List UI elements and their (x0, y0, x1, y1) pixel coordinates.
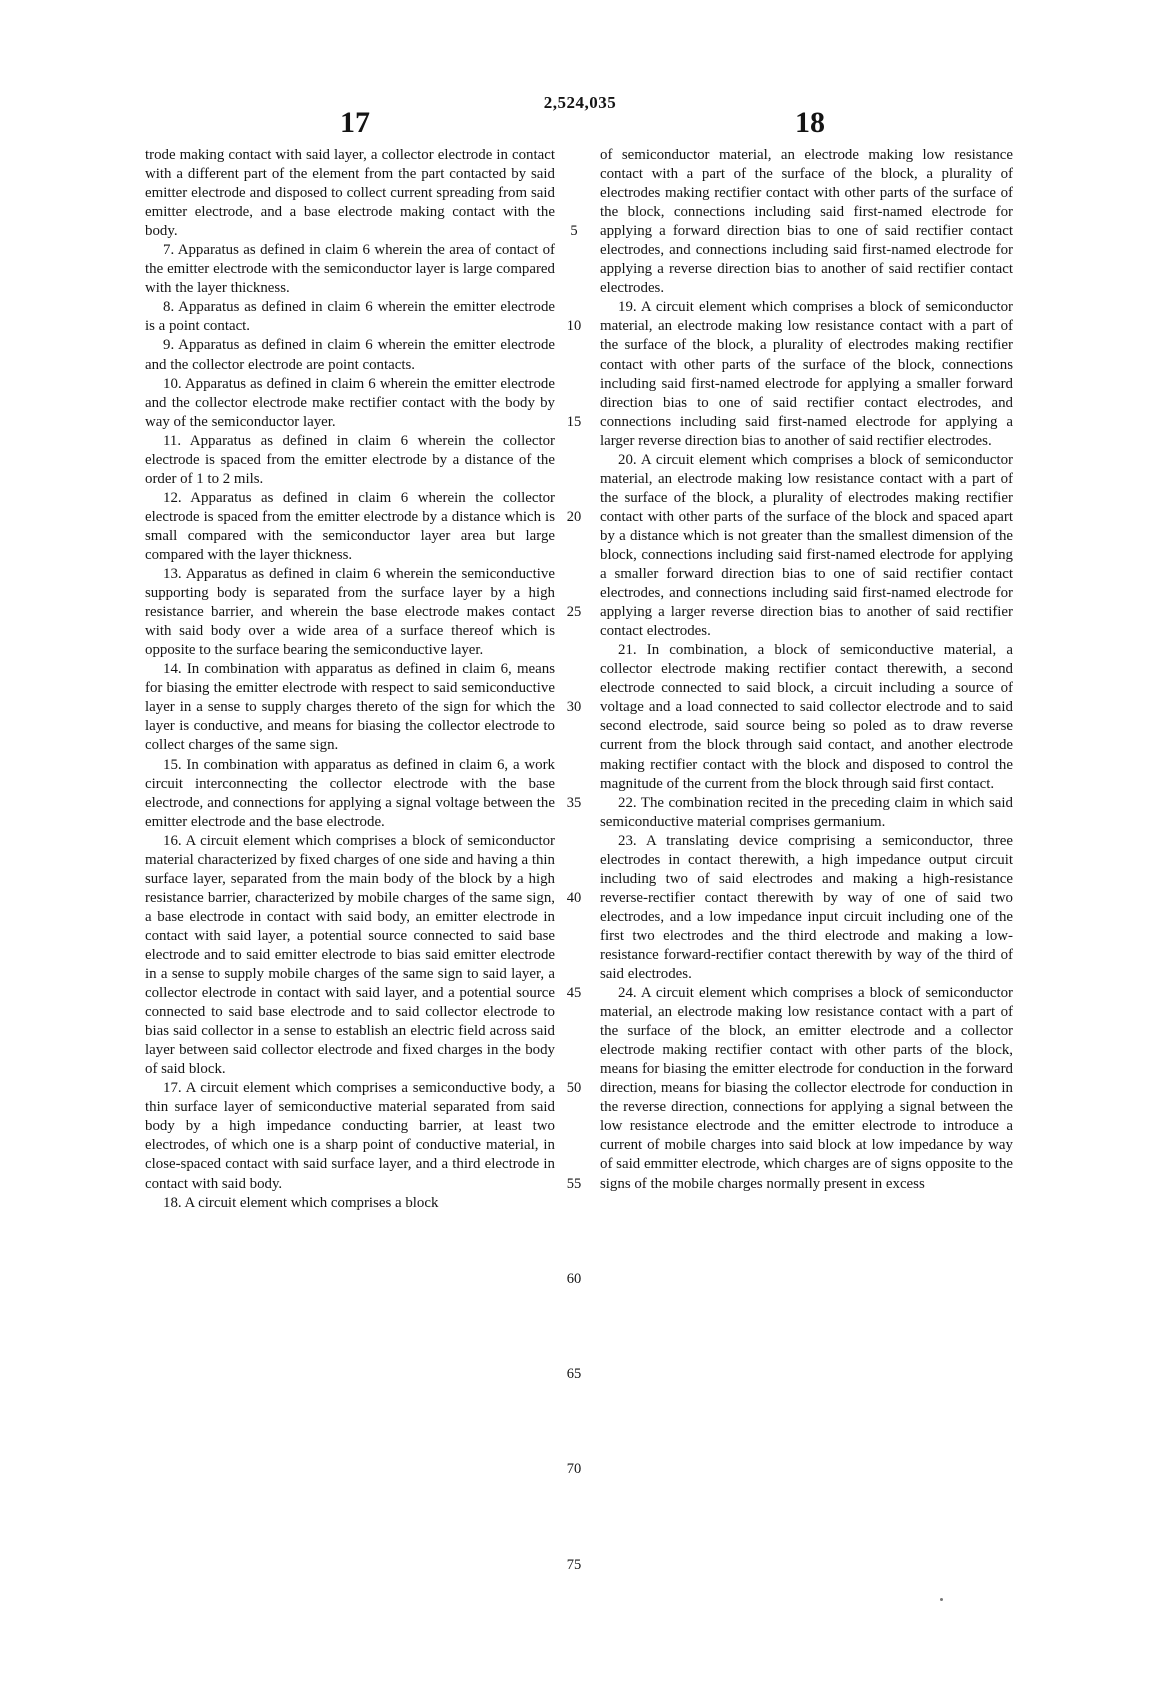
line-number: 10 (566, 318, 582, 334)
claim-23: 23. A translating device comprising a semiconductor, three electrodes in contact therewith, a high impedance output circuit including two of said electrodes and making a high-resistance reverse-rectifier contact therewith by way of one of said two electrodes, and a low impedance input circuit including one of the first two electrodes and the third electrode and making a low-resistance forward-rectifier contact therewith by way of the third of said electrodes. (600, 832, 1013, 983)
claim-21: 21. In combination, a block of semiconductive material, a collector electrode making rectifier contact therewith, a second electrode connected to said block, a circuit including a source of voltage and a load connected to said collector electrode and to said second electrode, said source being so poled as to draw reverse current from the block through said contact, and another electrode making rectifier contact with the block and disposed to control the magnitude of the current from the block through said first contact. (600, 642, 1013, 792)
claim-20: 20. A circuit element which comprises a block of semiconductor material, an electrode making low resistance contact with a part of the surface of the block, a plurality of electrodes making rectifier contact with other parts of the surface of the block and spaced apart by a distance which is not greater than the smallest dimension of the block, connections including said first-named electrode for applying a smaller forward direction bias to one of said rectifier contact electrodes, and connections including said first-named electrode for applying a larger reverse direction bias to another of said rectifier contact electrodes. (600, 451, 1013, 640)
line-number: 65 (566, 1366, 582, 1382)
claim-16: 16. A circuit element which comprises a block of semiconductor material characterized by fixed charges of one side and having a thin surface layer, separated from the main body of the block by a high resistance barrier, characterized by mobile charges of the same sign, a base electrode in contact with said body, an emitter electrode in contact with said layer, a potential source connected to said base electrode and to said emitter electrode to bias said emitter electrode in a sense to supply mobile charges of the same sign to said layer, a collector electrode in contact with said layer, and a potential source connected to said base electrode and to said collector electrode to bias said collector in a sense to establish an electric field across said layer between said collector electrode and fixed charges in the body of said block. (145, 832, 555, 1078)
line-number: 55 (566, 1176, 582, 1192)
claim-24: 24. A circuit element which comprises a block of semiconductor material, an electrode making low resistance contact with a part of the surface of the block, an emitter electrode and a collector electrode making rectifier contact with other parts of the block, means for biasing the emitter electrode for conduction in the forward direction, means for biasing the collector electrode for conduction in the reverse direction, connections for applying a signal between the low resistance electrode and the emitter electrode to introduce a current of mobile charges into said block at low impedance by way of said emmitter electrode, which charges are of signs opposite to the signs of the mobile charges normally present in excess (600, 985, 1013, 1192)
claim-18-continuation: of semiconductor material, an electrode making low resistance contact with a part of the surface of the block, a plurality of electrodes making rectifier contact with other parts of the surface of the block, connections including said first-named electrode for applying a forward direction bias to one of said rectifier contact electrodes, and connections including said first-named electrode for applying a reverse direction bias to another of said rectifier contact electrodes. (600, 147, 1013, 297)
claim-8: 8. Apparatus as defined in claim 6 wherein the emitter electrode is a point contact. (145, 299, 555, 335)
line-number: 20 (566, 509, 582, 525)
line-number: 70 (566, 1461, 582, 1477)
line-number: 25 (566, 604, 582, 620)
line-number: 30 (566, 699, 582, 715)
page-number-right: 18 (795, 106, 825, 139)
claim-12: 12. Apparatus as defined in claim 6 wherein the collector electrode is spaced from the emitter electrode by a distance which is small compared with the semiconductor layer area but large compared with the layer thickness. (145, 489, 555, 563)
claim-7: 7. Apparatus as defined in claim 6 wherein the area of contact of the emitter electrode with the semiconductor layer is large compared with the layer thickness. (145, 242, 555, 297)
claim-17: 17. A circuit element which comprises a semiconductive body, a thin surface layer of semiconductive material separated from said body by a high impedance conducting barrier, at least two electrodes, of which one is a sharp point of conductive material, in close-spaced contact with said surface layer, and a third electrode in contact with said body. (145, 1080, 555, 1192)
claim-6-continuation: trode making contact with said layer, a collector electrode in contact with a different part of the element from the part contacted by said emitter electrode and disposed to collect current spreading from said emitter electrode, and a base electrode making contact with the body. (145, 147, 555, 240)
claim-22: 22. The combination recited in the preceding claim in which said semiconductive material comprises germanium. (600, 794, 1013, 830)
line-number: 75 (566, 1557, 582, 1573)
claim-10: 10. Apparatus as defined in claim 6 wherein the emitter electrode and the collector electrode make rectifier contact with the body by way of the semiconductor layer. (145, 375, 555, 430)
line-number: 45 (566, 985, 582, 1001)
right-column (600, 146, 1013, 1194)
line-number: 50 (566, 1080, 582, 1096)
page-number-left: 17 (340, 106, 370, 139)
line-number: 5 (570, 223, 578, 239)
claim-14: 14. In combination with apparatus as defined in claim 6, means for biasing the emitter electrode with respect to said semiconductive layer in a sense to supply charges thereto of the sign for which the layer is conductive, and means for biasing the collector electrode to collect charges of the same sign. (145, 661, 555, 754)
claim-15: 15. In combination with apparatus as defined in claim 6, a work circuit interconnecting the collector electrode with the base electrode, and connections for applying a signal voltage between the emitter electrode and the base electrode. (145, 756, 555, 830)
patent-number: 2,524,035 (543, 93, 617, 112)
scan-speck (940, 1598, 943, 1601)
claim-13: 13. Apparatus as defined in claim 6 wherein the semiconductive supporting body is separated from the surface layer by a high resistance barrier, and wherein the base electrode makes contact with said body over a wide area of a surface thereof which is opposite to the surface bearing the semiconductive layer. (145, 566, 555, 659)
line-number: 60 (566, 1271, 582, 1287)
claim-19: 19. A circuit element which comprises a block of semiconductor material, an electrode making low resistance contact with a part of the surface of the block, a plurality of electrodes making rectifier contact with other parts of the surface of the block, connections including said first-named electrode for applying a smaller forward direction bias to one of said rectifier contact electrodes, and connections including said first-named electrode for applying a larger reverse direction bias to another of said rectifier electrodes. (600, 299, 1013, 449)
line-number: 15 (566, 414, 582, 430)
claim-18-start: 18. A circuit element which comprises a block (163, 1194, 439, 1211)
line-number: 40 (566, 890, 582, 906)
claim-9: 9. Apparatus as defined in claim 6 wherein the emitter electrode and the collector electrode are point contacts. (145, 337, 555, 373)
line-number: 35 (566, 795, 582, 811)
left-column (145, 146, 555, 1213)
claim-11: 11. Apparatus as defined in claim 6 wherein the collector electrode is spaced from the emitter electrode by a distance of the order of 1 to 2 mils. (145, 432, 555, 487)
